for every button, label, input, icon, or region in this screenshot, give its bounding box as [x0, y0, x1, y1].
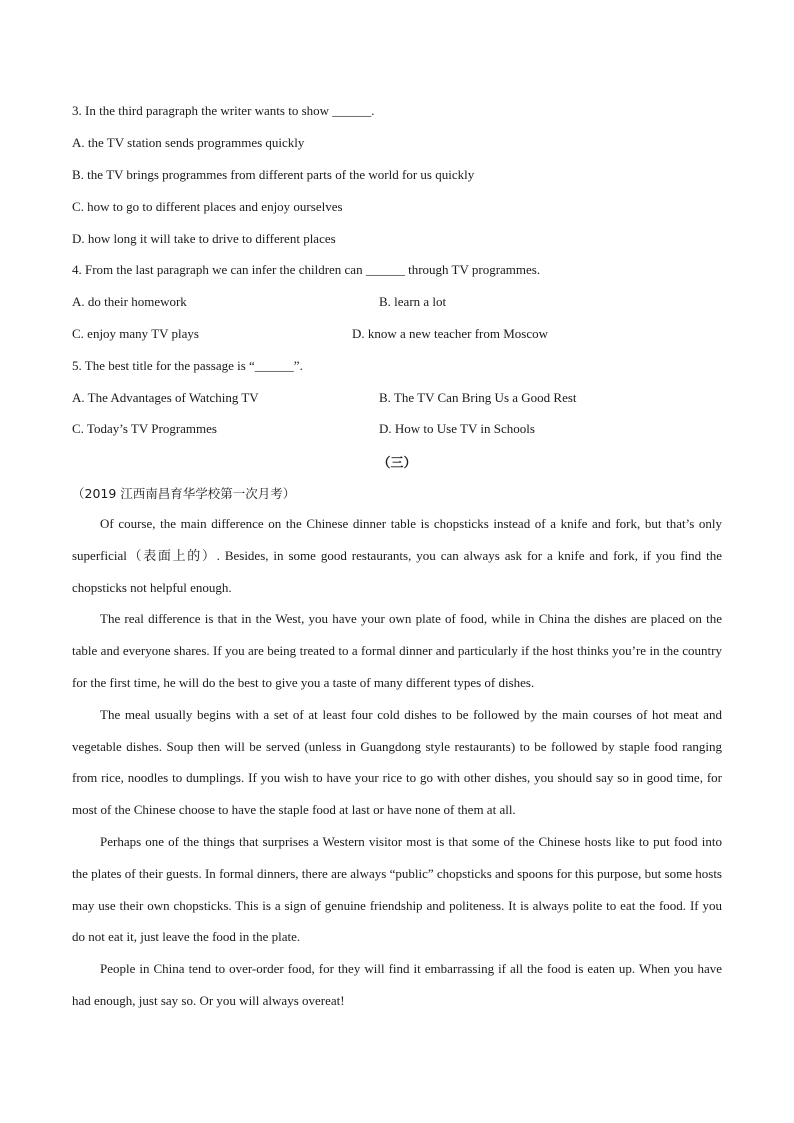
passage-paragraph-3: The meal usually begins with a set of at least four cold dishes to be followed by the main courses of hot meat and vegetable dishes. Soup then will be served (unless in Guangdong style restaurants) to be followed by staple food ranging from rice, noodles to dumplings. If you wish to have your rice to go with other dishes, you should say so in good time, for most of the Chinese choose to have the staple food at last or have none of them at all. [72, 706, 722, 818]
question-3-option-b: B. the TV brings programmes from different parts of the world for us quickly [72, 167, 475, 182]
question-5-option-c: C. Today’s TV Programmes [72, 421, 217, 436]
question-5-stem: 5. The best title for the passage is “______”. [72, 358, 303, 373]
passage-paragraph-2: The real difference is that in the West, you have your own plate of food, while in China the dishes are placed on the table and everyone shares. If you are being treated to a formal dinner and particularly if the host thinks you’re in the country for the first time, he will do the best to give you a taste of many different types of dishes. [72, 611, 722, 690]
question-3-option-c: C. how to go to different places and enjoy ourselves [72, 199, 343, 214]
question-3-option-d: D. how long it will take to drive to different places [72, 231, 336, 246]
passage [72, 508, 722, 1017]
question-4-option-d: D. know a new teacher from Moscow [352, 326, 549, 341]
question-5-option-d: D. How to Use TV in Schools [379, 421, 535, 436]
section-heading: （三） [377, 456, 417, 471]
question-4-stem: 4. From the last paragraph we can infer the children can ______ through TV programmes. [72, 262, 541, 277]
passage-paragraph-5: People in China tend to over-order food, for they will find it embarrassing if all the food is eaten up. When you have had enough, just say so. Or you will always overeat! [72, 961, 722, 1008]
question-5-option-b: B. The TV Can Bring Us a Good Rest [379, 390, 577, 405]
question-3-option-a: A. the TV station sends programmes quickly [72, 135, 305, 150]
passage-paragraph-4: Perhaps one of the things that surprises a Western visitor most is that some of the Chinese hosts like to put food into the plates of their guests. In formal dinners, there are always “public” chopsticks and spoons for this purpose, but some hosts may use their own chopsticks. This is a sign of genuine friendship and politeness. It is always polite to eat the food. If you do not eat it, just leave the food in the plate. [72, 833, 722, 945]
section-source: （2019 江西南昌育华学校第一次月考） [72, 486, 296, 501]
question-4-option-a: A. do their homework [72, 294, 187, 309]
question-3-stem: 3. In the third paragraph the writer wants to show ______. [72, 103, 375, 118]
question-4-option-b: B. learn a lot [379, 294, 447, 309]
question-5-option-a: A. The Advantages of Watching TV [72, 390, 259, 405]
passage-paragraph-1: Of course, the main difference on the Chinese dinner table is chopsticks instead of a knife and fork, but that’s only superficial（表面上的）. Besides, in some good restaurants, you can always ask for a knife and fork, if you find the chopsticks not helpful enough. [72, 516, 722, 595]
question-4-option-c: C. enjoy many TV plays [72, 326, 199, 341]
